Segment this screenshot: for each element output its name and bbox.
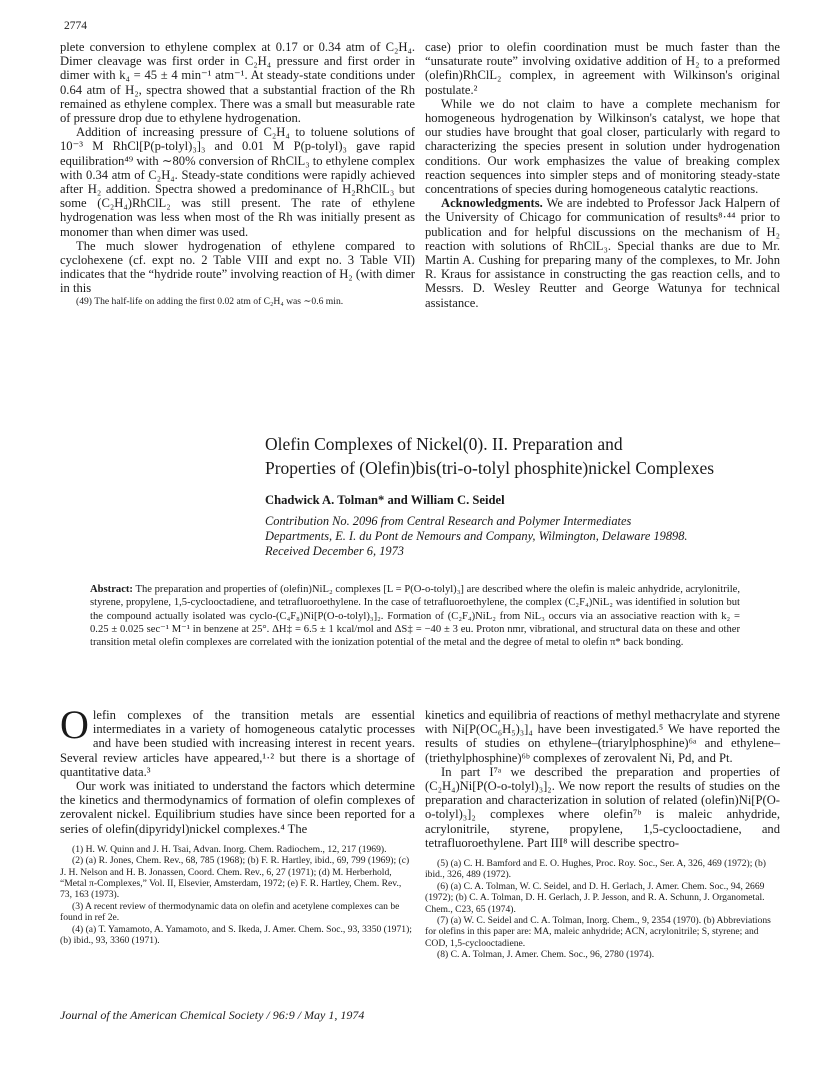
received-date: Received December 6, 1973 [265,544,404,558]
drop-cap: O [60,702,89,747]
acknowledgments-text: We are indebted to Professor Jack Halpern of the University of Chicago for communication of results⁸·⁴⁴ prior to publication and for helpful discussions on the mechanism of H₂ reaction with solutions of RhClL₃. Special thanks are due to Mr. Martin A. Cushing for preparing many of the complexes, to Mr. John R. Kraus for assistance in constructing the gas reaction cells, and to Messrs. D. Wesley Reutter and George Watunya for technical assistance. [425,196,780,310]
acknowledgments [425,196,780,310]
affiliation-line: Contribution No. 2096 from Central Research and Polymer Intermediates [265,514,632,528]
reference: (3) A recent review of thermodynamic data on olefin and acetylene complexes can be found in ref 2e. [60,900,400,924]
acknowledgments-heading: Acknowledgments. [441,196,543,211]
paragraph: Our work was initiated to understand the factors which determine the kinetics and thermodynamics of formation of olefin complexes of zerovalent nickel. Equilibrium studies have since been reported for a series of olefin(dipyridyl)nickel complexes.⁴ The [60,779,415,836]
reference: (1) H. W. Quinn and J. H. Tsai, Advan. Inorg. Chem. Radiochem., 12, 217 (1969). [72,843,387,855]
abstract [90,583,740,649]
affiliation [265,514,785,559]
paragraph: In part I⁷ᵃ we described the preparation and properties of (C₂H₄)Ni[P(O-o-tolyl)₃]₂. We now report the results of studies on the preparation and characterization in solution of related (olefin)Ni[P(O-o-tolyl)₃]₂ complexes where olefin⁷ᵇ is maleic anhydride, acrylonitrile, styrene, propylene, 1,5-cyclooctadiene, and tetrafluoroethylene. Part III⁸ will describe spectro- [425,764,780,850]
paragraph: While we do not claim to have a complete mechanism for homogeneous hydrogenation by Wilkinson's catalyst, we hope that our studies have brought that goal closer, particularly with regard to characterizing the species present in solution under hydrogenation conditions. Our work emphasizes the value of breaking complex reaction sequences into simpler steps and of monitoring steady-state concentrations of species during homogeneous catalytic reactions. [425,96,780,197]
references-left [60,844,415,947]
reference: (6) (a) C. A. Tolman, W. C. Seidel, and D. H. Gerlach, J. Amer. Chem. Soc., 94, 2669 (1972); (b) C. A. Tolman, D. H. Gerlach, J. P. Jesson, and R. A. Schunn, J. Organometal. Chem., C23, 65 (1974). [425,880,765,915]
intro-paragraph [60,702,415,779]
footnote: (49) The half-life on adding the first 0.02 atm of C₂H₄ was ∼0.6 min. [76,295,344,307]
page-number: 2774 [64,20,87,32]
top-left-column [60,40,415,307]
body-right-column [425,708,780,961]
title-line: Properties of (Olefin)bis(tri-o-tolyl phosphite)nickel Complexes [265,458,715,478]
reference: (7) (a) W. C. Seidel and C. A. Tolman, Inorg. Chem., 9, 2354 (1970). (b) Abbreviations for olefins in this paper are: MA, maleic anhydride; ACN, acrylonitrile; S, styrene; and COD, 1,5-cyclooctadiene. [425,915,771,949]
paragraph-text: lefin complexes of the transition metals are essential intermediates in a variety of homogeneous catalytic processes and have been studied with increasing interest in recent years. Several review articles have appeared,¹·² but there is a shortage of quantitative data.³ [60,708,415,779]
body-left-column [60,702,415,947]
top-right-column [425,40,780,310]
affiliation-line: Departments, E. I. du Pont de Nemours and Company, Wilmington, Delaware 19898. [265,529,688,543]
paragraph: Addition of increasing pressure of C₂H₄ to toluene solutions of 10⁻³ M RhCl[P(p-tolyl)₃]₃ and 0.01 M P(p-tolyl)₃ gave rapid equilibration⁴⁹ with ∼80% conversion of RhClL₃ to ethylene complex with 0.34 atm of C₂H₄. Steady-state conditions were rapidly achieved after H₂ addition. Spectra showed a predominance of H₂RhClL₃ but some (C₂H₄)RhClL₂ was still present. The rate of ethylene hydrogenation was less when most of the Rh was initially present as monomer than when dimer was used. [60,125,415,239]
reference: (4) (a) T. Yamamoto, A. Yamamoto, and S. Ikeda, J. Amer. Chem. Soc., 93, 3350 (1971); (b) ibid., 93, 3360 (1971). [60,923,412,947]
abstract-label: Abstract: [90,584,133,595]
authors: Chadwick A. Tolman* and William C. Seidel [265,493,505,507]
paragraph: plete conversion to ethylene complex at 0.17 or 0.34 atm of C₂H₄. Dimer cleavage was first order in C₂H₄ pressure and first order in dimer with k₄ = 45 ± 4 min⁻¹ atm⁻¹. At steady-state conditions under 0.64 atm of H₂, spectra showed that a substantial fraction of the Rh remained as ethylene complex. There was a small but measurable rate of pressure drop due to ethylene hydrogenation. [60,40,415,126]
reference: (5) (a) C. H. Bamford and E. O. Hughes, Proc. Roy. Soc., Ser. A, 326, 469 (1972); (b) ibid., 326, 489 (1972). [425,858,766,881]
paragraph: case) prior to olefin coordination must be much faster than the “unsaturate route” involving oxidative addition of H₂ to a preformed (olefin)RhClL₂ complex, in agreement with Wilkinson's original postulate.² [425,40,780,97]
abstract-text: The preparation and properties of (olefin)NiL₂ complexes [L = P(O-o-tolyl)₃] are described where the olefin is maleic anhydride, acrylonitrile, styrene, propylene, 1,5-cyclooctadiene, and tetrafluoroethylene. In the case of tetrafluoroethylene, the complex (C₂F₄)NiL₂ was identified in solution but the compound actually isolated was cyclo-(C₄F₈)Ni[P(O-o-tolyl)₃]₂. Formation of (C₂F₄)NiL₂ from NiL₃ occurs via an associative reaction with k₂ = 0.25 ± 0.025 sec⁻¹ M⁻¹ in benzene at 25°. ΔH‡ = 6.5 ± 1 kcal/mol and ΔS‡ = −40 ± 3 eu. Proton nmr, vibrational, and structural data on these and other transition metal olefin complexes are correlated with the ionization potential of the metal and the degree of metal to olefin π* back bonding. [90,584,740,649]
article-title [265,432,775,480]
reference: (8) C. A. Tolman, J. Amer. Chem. Soc., 96, 2780 (1974). [437,949,655,961]
journal-footer: Journal of the American Chemical Society / 96:9 / May 1, 1974 [60,1008,365,1022]
reference: (2) (a) R. Jones, Chem. Rev., 68, 785 (1968); (b) F. R. Hartley, ibid., 69, 799 (1969); (c) J. H. Nelson and H. B. Jonassen, Coord. Chem. Rev., 6, 27 (1971); (d) M. Herberhold, “Metal π-Complexes,” Vol. II, Elsevier, Amsterdam, 1972; (e) F. R. Hartley, Chem. Rev., 73, 163 (1973). [60,855,410,901]
paragraph: kinetics and equilibria of reactions of methyl methacrylate and styrene with Ni[P(OC₆H₅)₃]₄ have been investigated.⁵ We have reported the results of studies on ethylene–(triarylphosphine)⁶ᵃ and ethylene–(triethylphosphine)⁶ᵇ complexes of zerovalent Ni, Pd, and Pt. [425,708,780,765]
title-line: Olefin Complexes of Nickel(0). II. Preparation and [265,434,623,454]
references-right [425,858,780,961]
paragraph: The much slower hydrogenation of ethylene compared to cyclohexene (cf. expt no. 2 Table VIII and expt no. 3 Table VII) indicates that the “hydride route” involving reaction of H₂ (with dimer in this [60,238,415,296]
